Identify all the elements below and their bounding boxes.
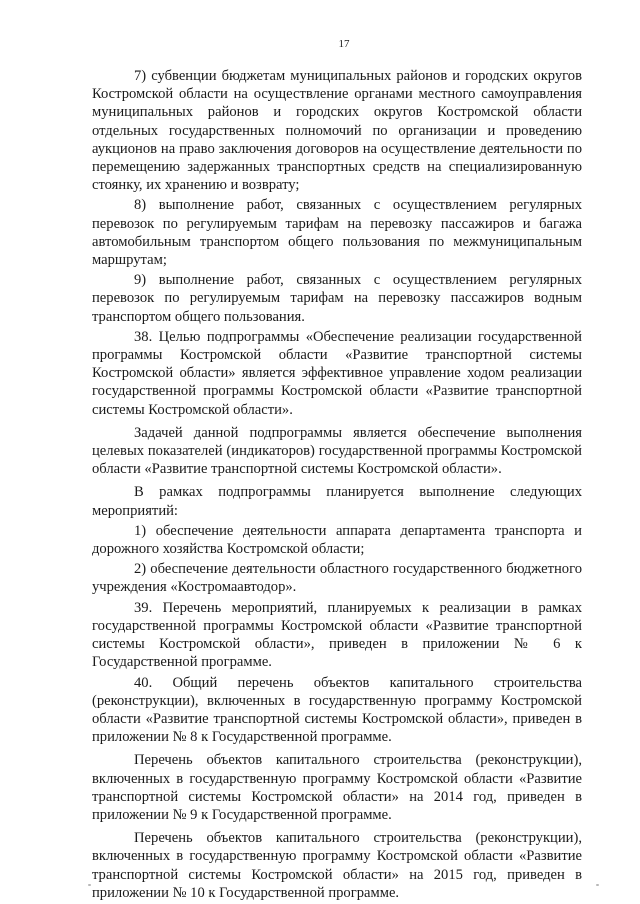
scan-artifact: [88, 884, 91, 886]
scan-artifact: [596, 884, 599, 886]
paragraph-item-8: 8) выполнение работ, связанных с осуществлением регулярных перевозок по регулируемым тарифам на перевозку пассажиров и багажа автомобильным транспортом общего пользования по межмуниципальным маршрутам;: [92, 197, 582, 269]
paragraph-item-7: 7) субвенции бюджетам муниципальных районов и городских округов Костромской области на осуществление органами местного самоуправления муниципальных районов и городских округов Костромской области отдельных государственных полномочий по организации и проведению аукционов на право заключения договоров на осуществление деятельности по перемещению задержанных транспортных средств на специализированную стоянку, их хранению и возврату;: [92, 68, 582, 194]
paragraph-task: Задачей данной подпрограммы является обеспечение выполнения целевых показателей (индикаторов) государственной программы Костромской области «Развитие транспортной системы Костромской области».: [92, 424, 582, 478]
paragraph-section-38: 38. Целью подпрограммы «Обеспечение реализации государственной программы Костромской области «Развитие транспортной системы Костромской области» является эффективное управление ходом реализации государственной программы Костромской области «Развитие транспортной системы Костромской области».: [92, 328, 582, 418]
paragraph-section-40: 40. Общий перечень объектов капитального строительства (реконструкции), включенных в государственную программу Костромской области «Развитие транспортной системы Костромской области», приведен в приложении № 8 к Государственной программе.: [92, 674, 582, 746]
paragraph-list-2015: Перечень объектов капитального строительства (реконструкции), включенных в государственную программу Костромской области «Развитие транспортной системы Костромской области» на 2015 год, приведен в приложении № 10 к Государственной программе.: [92, 830, 582, 901]
paragraph-section-39: 39. Перечень мероприятий, планируемых к реализации в рамках государственной программы Костромской области «Развитие транспортной системы Костромской области», приведен в приложении № 6 к Государственной программе.: [92, 599, 582, 671]
paragraph-activities-intro: В рамках подпрограммы планируется выполнение следующих мероприятий:: [92, 484, 582, 519]
page-number: 17: [338, 38, 350, 50]
paragraph-activity-2: 2) обеспечение деятельности областного государственного бюджетного учреждения «Костромаавтодор».: [92, 561, 582, 596]
paragraph-list-2014: Перечень объектов капитального строительства (реконструкции), включенных в государственную программу Костромской области «Развитие транспортной системы Костромской области» на 2014 год, приведен в приложении № 9 к Государственной программе.: [92, 752, 582, 823]
paragraph-item-9: 9) выполнение работ, связанных с осуществлением регулярных перевозок по регулируемым тарифам на перевозку пассажиров водным транспортом общего пользования.: [92, 272, 582, 325]
paragraph-activity-1: 1) обеспечение деятельности аппарата департамента транспорта и дорожного хозяйства Костромской области;: [92, 522, 582, 558]
